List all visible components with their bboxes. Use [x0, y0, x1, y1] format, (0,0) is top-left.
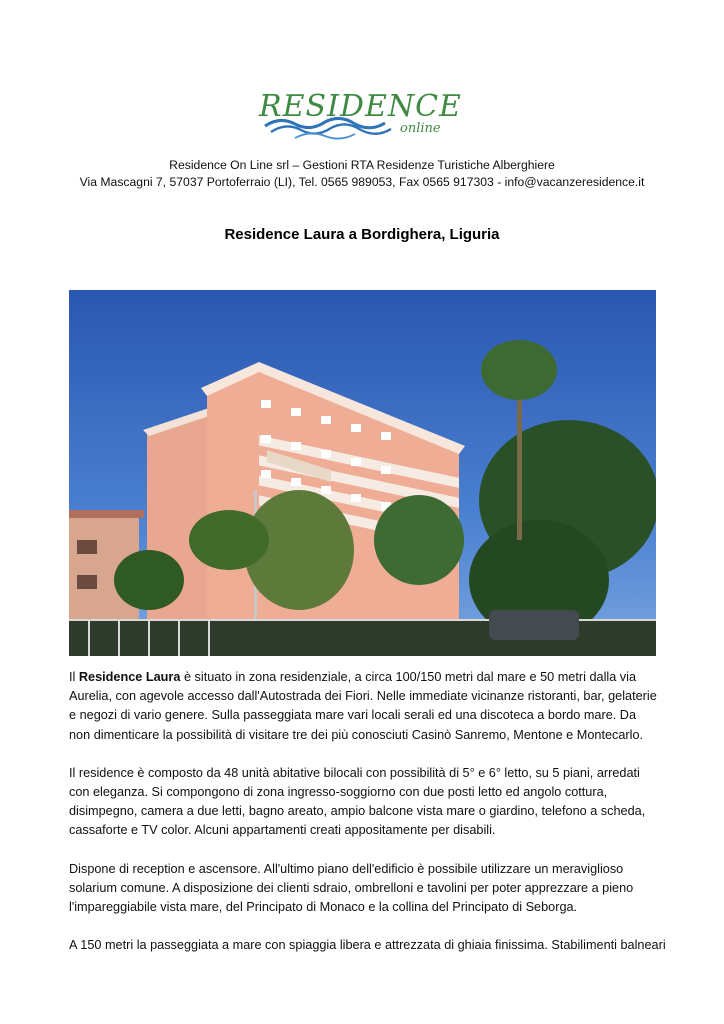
logo-subtitle: online — [400, 121, 441, 136]
residence-online-logo — [255, 86, 467, 142]
paragraph-location-rest: è situato in zona residenziale, a circa 100/150 metri dal mare e 50 metri dalla via Aurelia, con agevole accesso dall'Autostrada dei Fiori. Nelle immediate vicinanze ristoranti, bar, gelaterie e negozi di vario genere. Sulla passeggiata mare vari locali serali ed una discoteca a bordo mare. Da non dimenticare la possibilità di visitare tre dei più conosciuti Casinò Sanremo, Mentone e Montecarlo. — [69, 670, 657, 742]
paragraph-apartments: Il residence è composto da 48 unità abitative bilocali con possibilità di 5° e 6° letto, su 5 piani, arredati con eleganza. Si compongono di zona ingresso-soggiorno con due posti letto ed angolo cottura, disimpegno, camera a due letti, bagno areato, ampio balcone vista mare o giardino, telefono a scheda, cassaforte e TV color. Alcuni appartamenti creati appositamente per disabili. — [69, 765, 646, 838]
residence-name-bold: Residence Laura — [78, 670, 181, 684]
paragraph-location — [69, 668, 659, 745]
logo-wordmark: RESIDENCE — [259, 89, 462, 124]
document-title: Residence Laura a Bordighera, Liguria — [224, 226, 500, 243]
description-text — [69, 668, 666, 955]
residence-building-photo — [69, 290, 656, 656]
paragraph-services: Dispone di reception e ascensore. All'ultimo piano dell'edificio è possibile utilizzare un meraviglioso solarium comune. A disposizione dei clienti sdraio, ombrelloni e tavolini per poter apprezzare a pieno l'impareggiabile vista mare, del Principato di Monaco e la collina del Principato di Seborga. — [69, 861, 634, 915]
logo-graphic — [255, 86, 467, 142]
building-photo-graphic — [69, 290, 656, 656]
paragraph-prefix: Il — [69, 670, 79, 684]
paragraph-beach: A 150 metri la passeggiata a mare con spiaggia libera e attrezzata di ghiaia finissima. Stabilimenti balneari — [69, 938, 666, 953]
company-name-line: Residence On Line srl – Gestioni RTA Residenze Turistiche Alberghiere — [169, 158, 555, 172]
company-address-line: Via Mascagni 7, 57037 Portoferraio (LI), Tel. 0565 989053, Fax 0565 917303 - info@vacanzeresidence.it — [79, 175, 645, 189]
